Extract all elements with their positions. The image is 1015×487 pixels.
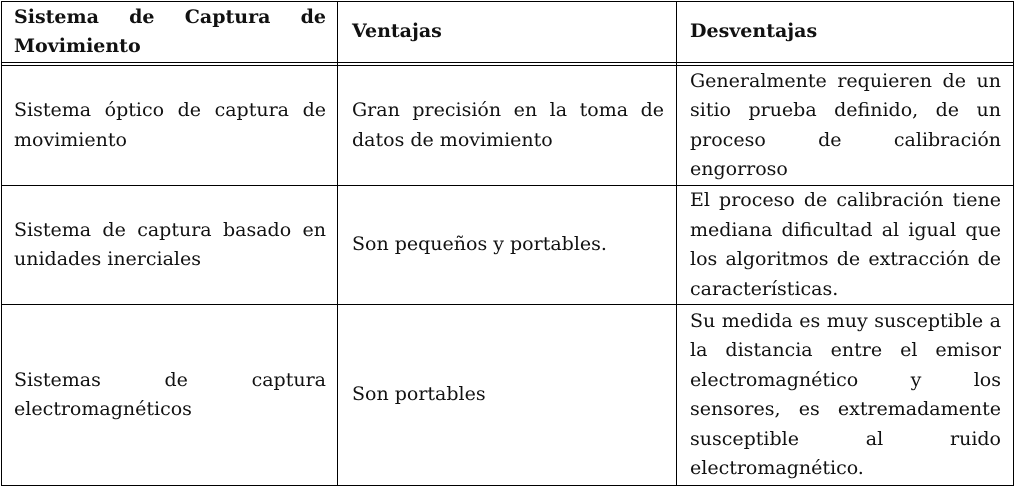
- cell-text: Son portables: [352, 383, 486, 406]
- header-advantages: [352, 2, 664, 62]
- cell-text: Sistemas de captura electromagnéticos: [14, 368, 326, 420]
- header-disadvantages-text: Desventajas: [690, 20, 818, 43]
- cell-text: El proceso de calibración tiene mediana dificultad al igual que los algoritmos de extracción de características.: [690, 189, 1001, 300]
- rule-bottom: [1, 485, 1014, 486]
- table-row-3-advantages: [352, 305, 664, 485]
- table-row-2-system: [14, 186, 326, 304]
- rule-left: [1, 1, 2, 486]
- table-row-1-advantages: [352, 66, 664, 185]
- table-row-2-advantages: [352, 186, 664, 304]
- header-advantages-text: Ventajas: [352, 20, 442, 43]
- cell-text: Generalmente requieren de un sitio prueba definido, de un proceso de calibración engorroso: [690, 69, 1001, 180]
- table-row-1-system: [14, 66, 326, 185]
- header-system: [14, 2, 326, 62]
- cell-text: Son pequeños y portables.: [352, 233, 607, 256]
- cell-text: Su medida es muy susceptible a la distancia entre el emisor electromagnético y los sensores, es extremadamente susceptible al ruido electromagnético.: [690, 309, 1001, 479]
- table-row-3-disadvantages: [690, 305, 1001, 485]
- cell-text: Gran precisión en la toma de datos de movimiento: [352, 99, 664, 151]
- table-row-2-disadvantages: [690, 186, 1001, 304]
- rule-right: [1013, 1, 1014, 486]
- table-row-1-disadvantages: [690, 66, 1001, 185]
- cell-text: Sistema óptico de captura de movimiento: [14, 99, 326, 151]
- rule-header-bottom-1: [1, 62, 1014, 63]
- header-system-text: Sistema de Captura de Movimiento: [14, 5, 326, 57]
- header-disadvantages: [690, 2, 1002, 62]
- rule-col-2: [676, 1, 677, 486]
- rule-col-1: [337, 1, 338, 486]
- cell-text: Sistema de captura basado en unidades inerciales: [14, 218, 326, 270]
- table-row-3-system: [14, 305, 326, 485]
